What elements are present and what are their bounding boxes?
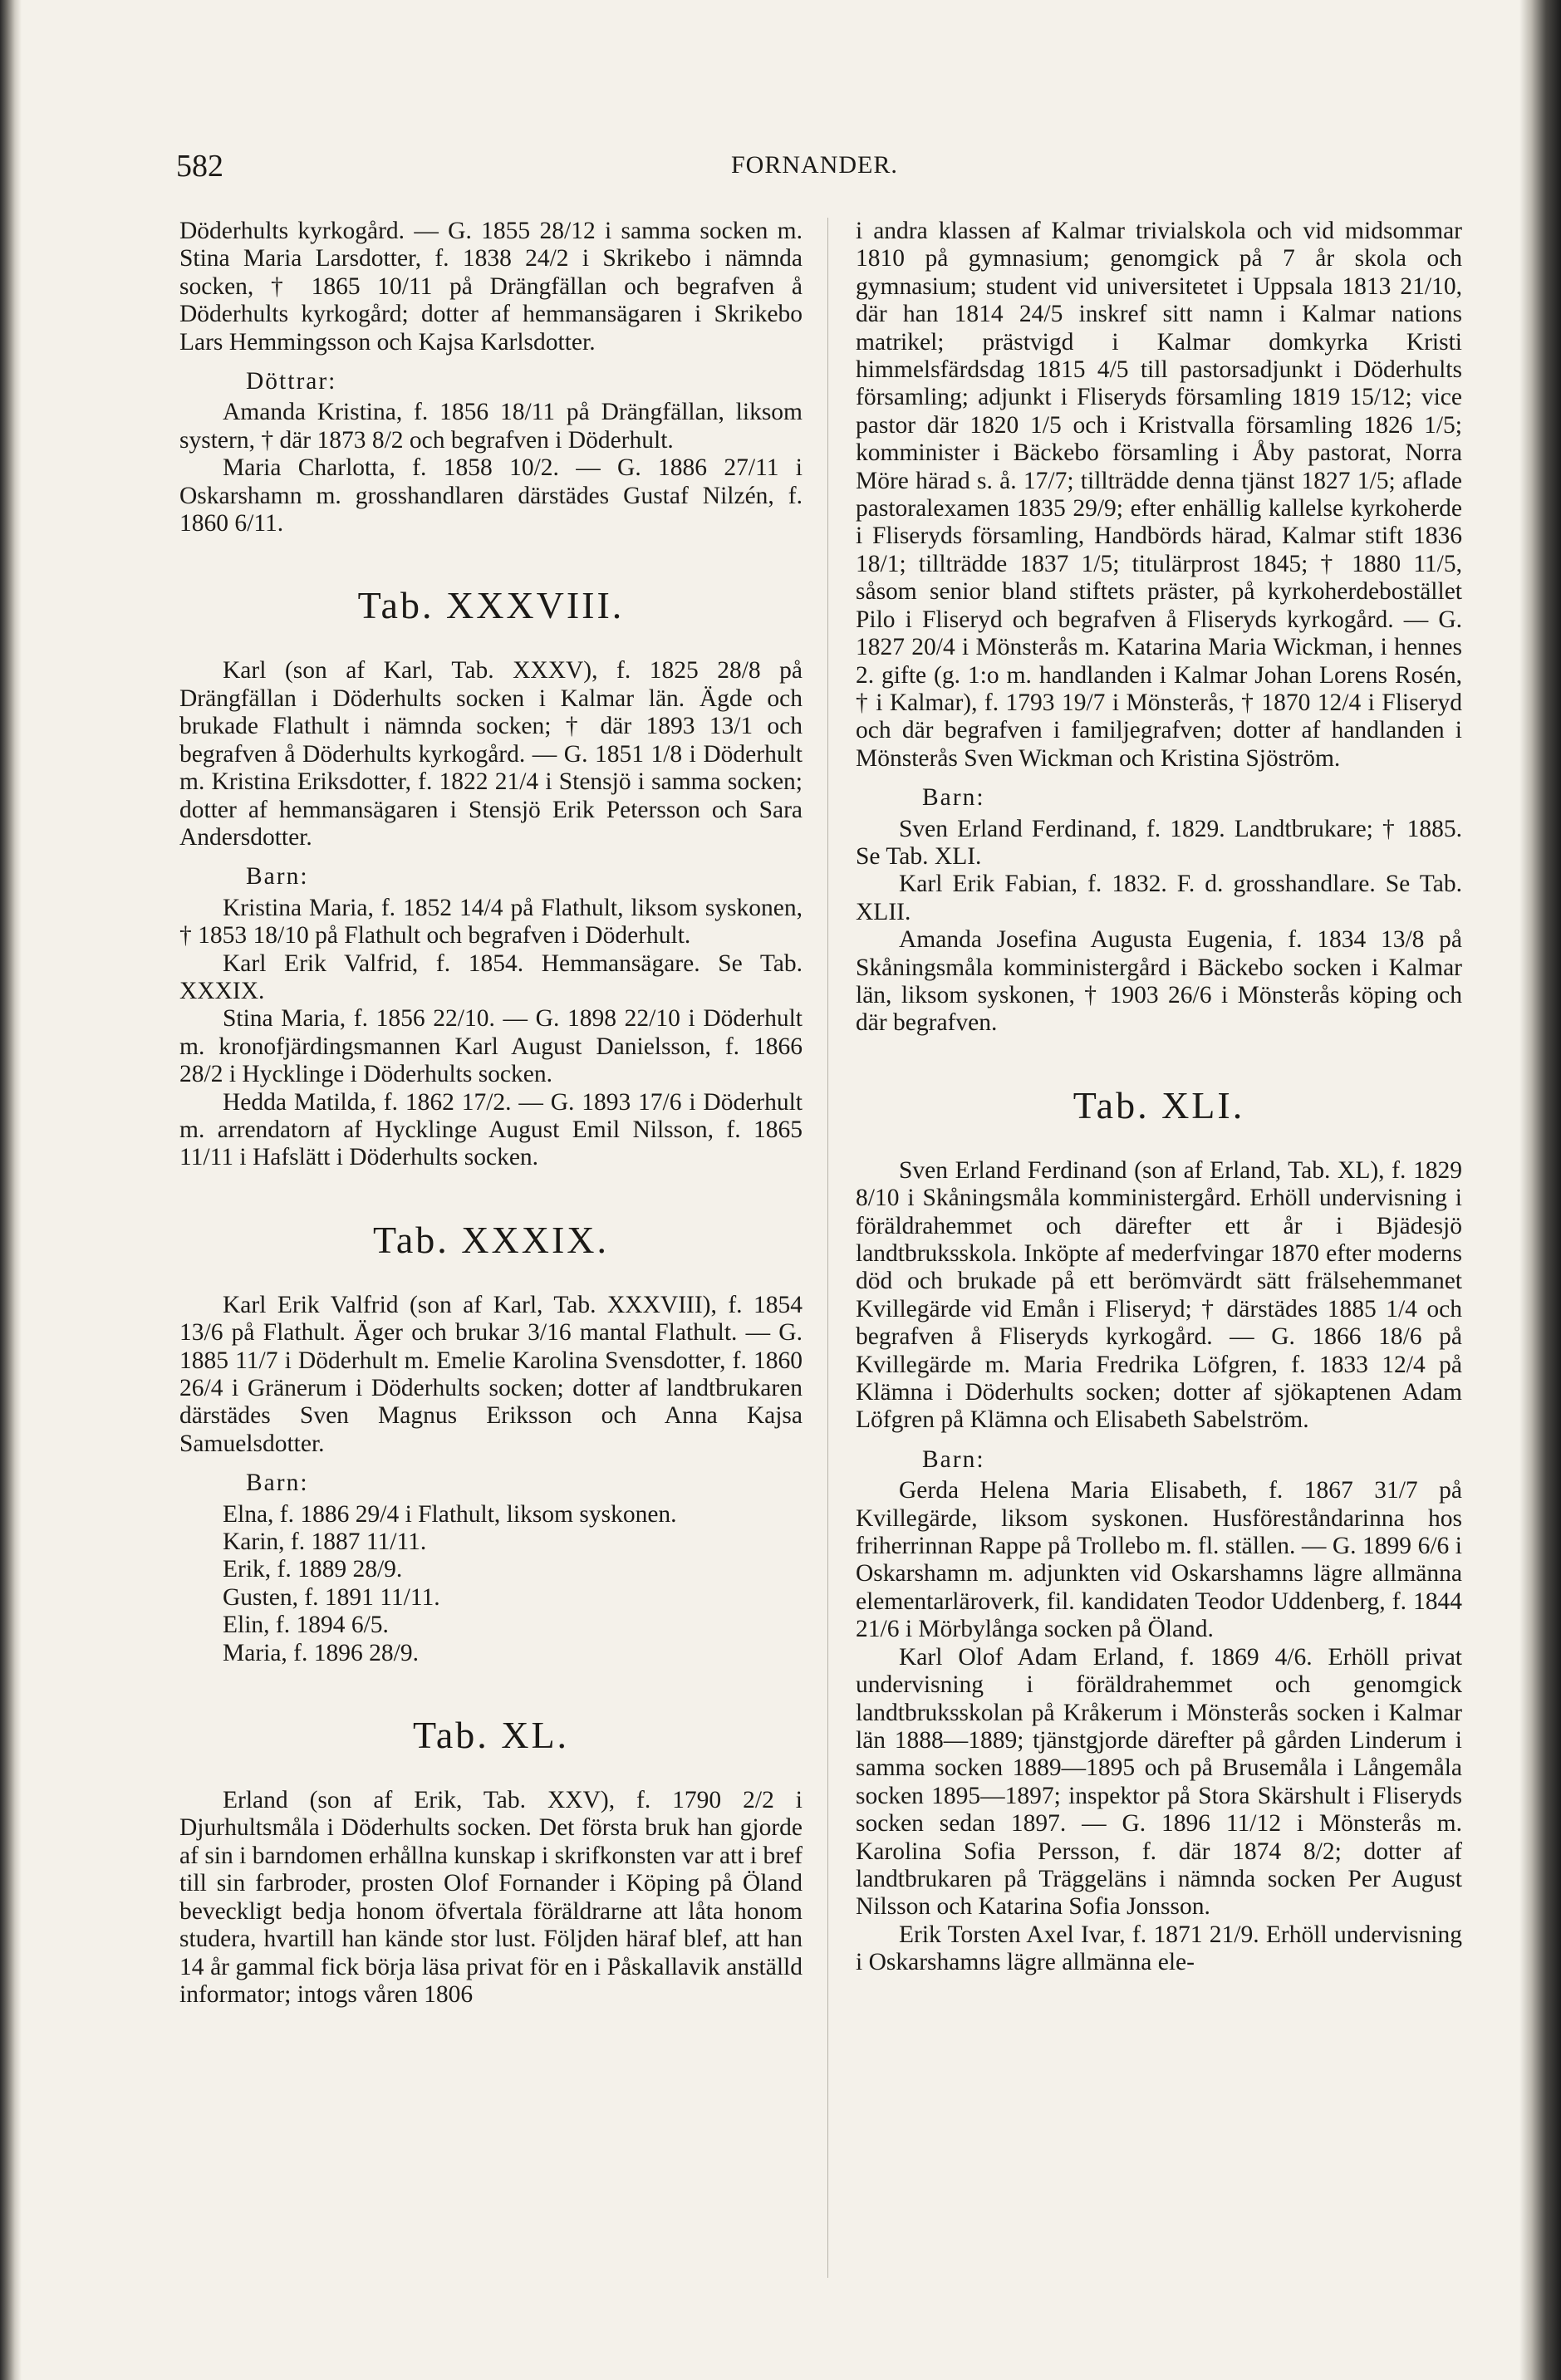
paragraph: Döderhults kyrkogård. — G. 1855 28/12 i samma socken m. Stina Maria Larsdotter, f. 1838 24/2 i Skrikebo i nämnda socken, † 1865 10/11 på Drängfällan och begrafven å Döderhults kyrkogård; dotter af hemmansägaren i Skrikebo Lars Hemmingsson och Kajsa Karlsdotter.	[179, 218, 803, 356]
child-entry: Karin, f. 1887 11/11.	[223, 1529, 427, 1556]
left-column	[179, 218, 803, 2009]
right-column	[856, 218, 1462, 1977]
paragraph: Karl Olof Adam Erland, f. 1869 4/6. Erhöll privat undervisning i föräldrahemmet och genomgick landtbruksskolan på Kråkerum i Mönsterås socken i Kalmar län 1888—1889; tjänstgjorde därefter på gården Linderum i samma socken 1889—1895 och på Brusemåla i Långemåla socken 1895—1897; inspektor på Stora Skärshult i Fliseryds socken sedan 1897. — G. 1896 11/12 i Mönsterås m. Karolina Sofia Persson, f. där 1874 8/2; dotter af landtbrukaren på Träggeläns i nämnda socken Per August Nilsson och Katarina Sofia Jonsson.	[856, 1643, 1462, 1921]
paragraph: Amanda Josefina Augusta Eugenia, f. 1834 13/8 på Skåningsmåla komministergård i Bäckebo socken i Kalmar län, liksom syskonen, † 1903 26/6 i Mönsterås köping och där begrafven.	[856, 926, 1462, 1037]
paragraph: Karl Erik Valfrid, f. 1854. Hemmansägare. Se Tab. XXXIX.	[179, 950, 803, 1004]
paragraph: Karl (son af Karl, Tab. XXXV), f. 1825 28/8 på Drängfällan i Döderhults socken i Kalmar län. Ägde och brukade Flathult i nämnda socken; † där 1893 13/1 och begrafven å Döderhults kyrkogård. — G. 1851 1/8 i Döderhult m. Kristina Eriksdotter, f. 1822 21/4 i Stensjö i samma socken; dotter af hemmansägaren i Stensjö Erik Petersson och Sara Andersdotter.	[179, 657, 803, 851]
subheading-barn: Barn:	[922, 784, 985, 812]
paragraph: Sven Erland Ferdinand (son af Erland, Tab. XL), f. 1829 8/10 i Skåningsmåla komministergård. Erhöll undervisning i föräldrahemmet och därefter ett år i Bjädesjö landtbruksskola. Inköpte af mederfvingar 1870 efter moderns död och brukade på ett berömvärdt sätt frälsehemmanet Kvillegärde vid Emån i Fliseryd; † därstädes 1885 1/4 och begrafven å Fliseryds kyrkogård. — G. 1866 18/6 på Kvillegärde m. Maria Fredrika Löfgren, f. 1833 12/4 på Klämna i Döderhults socken; dotter af sjökaptenen Adam Löfgren på Klämna och Elisabeth Sabelström.	[856, 1156, 1462, 1434]
child-entry: Elna, f. 1886 29/4 i Flathult, liksom syskonen.	[223, 1500, 677, 1528]
child-entry: Elin, f. 1894 6/5.	[223, 1612, 389, 1639]
paragraph: Amanda Kristina, f. 1856 18/11 på Drängfällan, liksom systern, † där 1873 8/2 och begrafven i Döderhult.	[179, 399, 803, 454]
subheading-barn: Barn:	[922, 1445, 985, 1473]
paragraph: Erland (son af Erik, Tab. XXV), f. 1790 2/2 i Djurhultsmåla i Döderhults socken. Det första bruk han gjorde af sin i barndomen erhållna kunskap i skrifkonsten var att i bref till sin farbroder, prosten Olof Fornander i Köping på Öland beveckligt bedja honom öfvertala föräldrarne att låta honom studera, hvartill han kände stor lust. Följden häraf blef, att han 14 år gammal fick börja läsa privat för en i Påskallavik anställd informator; intogs våren 1806	[179, 1787, 803, 2008]
page-number: 582	[176, 149, 223, 184]
paragraph: Karl Erik Valfrid (son af Karl, Tab. XXXVIII), f. 1854 13/6 på Flathult. Äger och brukar 3/16 mantal Flathult. — G. 1885 11/7 i Döderhult m. Emelie Karolina Svensdotter, f. 1860 26/4 i Gränerum i Döderhults socken; dotter af landtbrukaren därstädes Sven Magnus Eriksson och Anna Kajsa Samuelsdotter.	[179, 1291, 803, 1457]
running-head: FORNANDER.	[731, 151, 898, 179]
child-entry: Maria, f. 1896 28/9.	[223, 1639, 419, 1666]
section-heading-tab-40: Tab. XL.	[412, 1714, 570, 1757]
child-entry: Erik, f. 1889 28/9.	[223, 1556, 403, 1583]
section-heading-tab-39: Tab. XXXIX.	[372, 1218, 609, 1261]
section-heading-tab-41: Tab. XLI.	[1073, 1083, 1245, 1126]
paragraph: Erik Torsten Axel Ivar, f. 1871 21/9. Erhöll undervisning i Oskarshamns lägre allmänna ele-	[856, 1921, 1462, 1976]
paragraph: Gerda Helena Maria Elisabeth, f. 1867 31/7 på Kvillegärde, liksom syskonen. Husföreståndarinna hos friherrinnan Rappe på Trollebo m. fl. ställen. — G. 1899 6/6 i Oskarshamn m. adjunkten vid Oskarshamns lägre allmänna elementarläroverk, fil. kandidaten Teodor Uddenberg, f. 1844 21/6 i Mörbylånga socken på Öland.	[856, 1477, 1462, 1643]
child-entry: Gusten, f. 1891 11/11.	[223, 1583, 440, 1611]
column-divider	[827, 218, 828, 2278]
subheading-barn: Barn:	[246, 1470, 309, 1497]
paragraph: Stina Maria, f. 1856 22/10. — G. 1898 22/10 i Döderhult m. kronofjärdingsmannen Karl August Danielsson, f. 1866 28/2 i Hycklinge i Döderhults socken.	[179, 1005, 803, 1088]
subheading-dottrar: Döttrar:	[246, 368, 337, 395]
paragraph: Kristina Maria, f. 1852 14/4 på Flathult, liksom syskonen, † 1853 18/10 på Flathult och begrafven i Döderhult.	[179, 894, 803, 950]
paragraph: Sven Erland Ferdinand, f. 1829. Landtbrukare; † 1885. Se Tab. XLI.	[856, 815, 1462, 870]
subheading-barn: Barn:	[246, 863, 309, 891]
paragraph: Karl Erik Fabian, f. 1832. F. d. grosshandlare. Se Tab. XLII.	[856, 871, 1462, 925]
section-heading-tab-38: Tab. XXXVIII.	[357, 584, 625, 627]
paragraph: i andra klassen af Kalmar trivialskola och vid midsommar 1810 på gymnasium; genomgick på 7 år skola och gymnasium; student vid universitetet i Uppsala 1813 21/10, där han 1814 24/5 inskref sitt namn i Kalmar nations matrikel; prästvigd i Kalmar domkyrka Kristi himmelsfärdsdag 1815 4/5 till pastorsadjunkt i Döderhults församling; adjunkt i Fliseryds församling 1819 15/12; vice pastor där 1820 1/5 och i Kristvalla församling 1826 1/5; komminister i Bäckebo församling i Åby pastorat, Norra Möre härad s. å. 17/7; tillträdde denna tjänst 1827 1/5; aflade pastoralexamen 1835 29/9; efter enhällig kallelse kyrkoherde i Fliseryds församling, Handbörds härad, Kalmar stift 1836 18/1; tillträdde 1837 1/5; titulärprost 1845; † 1880 11/5, såsom senior bland stiftets präster, på kyrkoherdebostället Pilo i Fliseryd och begrafven å Fliseryds kyrkogård. — G. 1827 20/4 i Mönsterås m. Katarina Maria Wickman, i hennes 2. gifte (g. 1:o m. handlanden i Kalmar Johan Lorens Rosén, † i Kalmar), f. 1793 19/7 i Mönsterås, † 1870 12/4 i Fliseryd och där begrafven i familjegrafven; dotter af handlanden i Mönsterås Sven Wickman och Kristina Sjöström.	[856, 218, 1462, 772]
paragraph: Hedda Matilda, f. 1862 17/2. — G. 1893 17/6 i Döderhult m. arrendatorn af Hycklinge August Emil Nilsson, f. 1865 11/11 i Hafslätt i Döderhults socken.	[179, 1088, 803, 1171]
paragraph: Maria Charlotta, f. 1858 10/2. — G. 1886 27/11 i Oskarshamn m. grosshandlaren därstädes Gustaf Nilzén, f. 1860 6/11.	[179, 454, 803, 537]
